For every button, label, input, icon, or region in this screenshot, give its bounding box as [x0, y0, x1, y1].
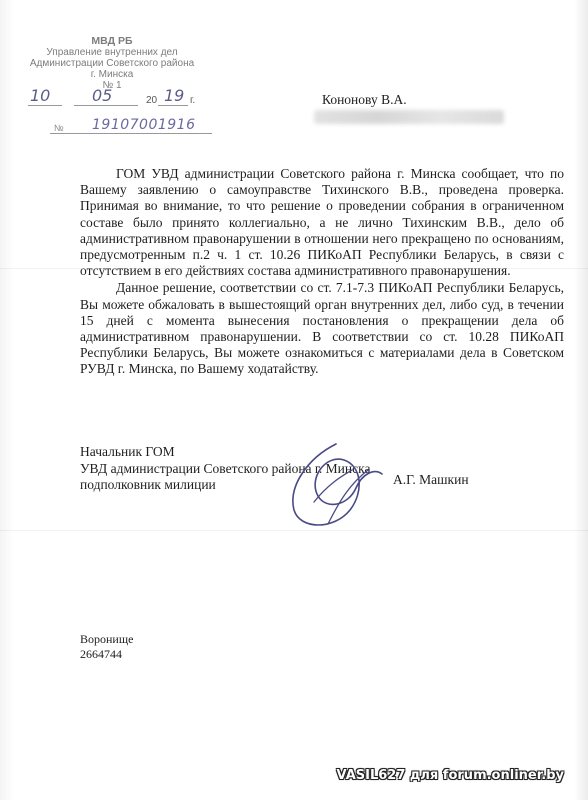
stamp-line: Администрации Советского района — [29, 58, 195, 69]
stamp-line: № 1 — [102, 80, 122, 91]
executor-phone: 2664744 — [80, 646, 122, 661]
signer-position: Начальник ГОМ — [80, 444, 175, 459]
number-value: 19107001916 — [92, 117, 196, 133]
executor-name: Воронище — [80, 632, 134, 646]
date-year-prefix: 20 — [146, 95, 158, 106]
forum-watermark: VASIL627 для forum.onliner.by — [336, 768, 564, 783]
signer-department: УВД администрации Советского района г. Минска — [80, 460, 371, 476]
date-suffix: г. — [190, 95, 196, 106]
stamp-line: г. Минска — [90, 69, 134, 80]
body-paragraph: ГОМ УВД администрации Советского района г. Минска сообщает, что по Вашему заявлению о самоуправстве Тихинского В.В., проведена проверка. Принимая во внимание, то что решение о проведении собрания в ограниченном составе было принято коллегиально, а не лично Тихинским В.В., дело об административном правонарушении в отношении него прекращено по основаниям, предусмотренным п.2 ч. 1 ст. 10.26 ПИКоАП Республики Беларусь, в связи с отсутствием в его действиях состава административного правонарушения. — [80, 166, 564, 279]
stamp-line: Управление внутренних дел — [46, 47, 178, 58]
signer-rank: подполковник милиции — [80, 477, 216, 492]
body-paragraph: Данное решение, соответствии со ст. 7.1-7.3 ПИКоАП Республики Беларусь, Вы можете обжаловать в вышестоящий орган внутренних дел, либо суд, в течении 15 дней с момента вынесения постановления о прекращении дела об административном правонарушении. В соответствии со ст. 10.28 ПИКоАП Республики Беларусь, Вы можете ознакомиться с материалами дела в Советском РУВД г. Минска, по Вашему ходатайству. — [80, 280, 564, 377]
date-day: 10 — [30, 86, 51, 105]
redacted-address — [314, 110, 504, 124]
date-year: 19 — [164, 86, 185, 105]
executor-block — [80, 632, 133, 661]
number-prefix: № — [54, 123, 64, 133]
letter-body — [80, 166, 564, 378]
addressee-name: Кононову В.А. — [322, 92, 407, 107]
header-stamp — [22, 36, 202, 91]
date-month: 05 — [92, 86, 113, 105]
handwritten-signature-icon — [278, 440, 388, 532]
signer-name: А.Г. Машкин — [393, 472, 469, 487]
stamp-org: МВД РБ — [91, 35, 133, 47]
outgoing-date — [22, 88, 202, 108]
outgoing-number — [22, 116, 212, 136]
